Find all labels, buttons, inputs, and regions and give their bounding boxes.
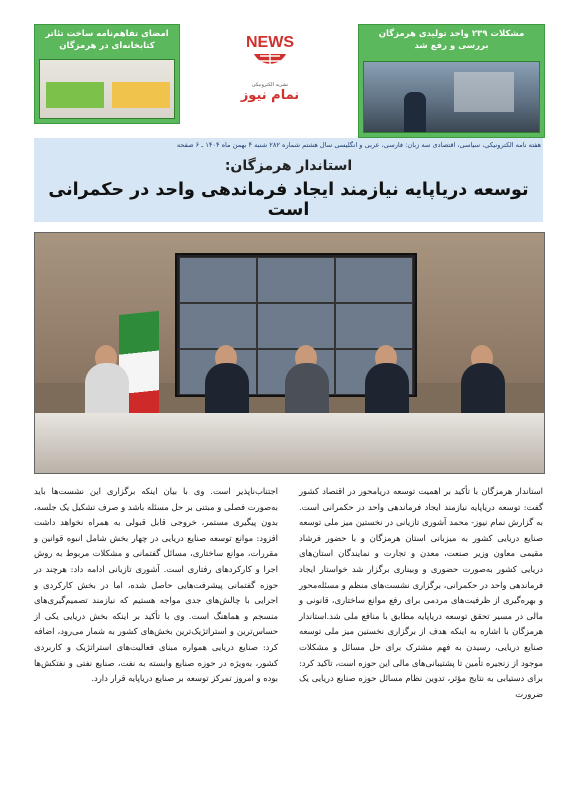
masthead-name: نمام نیوز — [240, 88, 300, 103]
headline-block — [34, 152, 543, 222]
shelf-shape — [112, 82, 170, 108]
main-photo — [34, 232, 545, 474]
right-teaser-box[interactable] — [358, 24, 545, 138]
article-column-right — [299, 484, 543, 774]
video-cell — [257, 257, 335, 303]
headline-kicker: استاندار هرمزگان: — [224, 158, 353, 174]
video-cell — [335, 257, 413, 303]
worker-shape — [404, 92, 426, 132]
left-teaser-box[interactable] — [34, 24, 180, 124]
globe-icon — [250, 52, 290, 78]
left-teaser-title: امضای تفاهم‌نامه ساخت تئاتر کتابخانه‌ای در هرمزگان — [45, 29, 169, 51]
article-text-right: استاندار هرمزگان با تأکید بر اهمیت توسعه دریامحور در اقتصاد کشور گفت: توسعه دریاپایه نیازمند ایجاد فرماندهی واحد در حکمرانی است. به گزارش نمام نیوز- محمد آشوری تازیانی در نخستین میز ملی توسعه صنایع دریایی کشور به میزبانی استان هرمزگان و با حضور فرشاد مقیمی معاون وزیر صنعت، معدن و تجارت و نمایندگان استان‌های دریایی کشور به‌صورت حضوری و وبیناری برگزار شد خواستار ایجاد فرماندهی واحد در حکمرانی، برگزاری نشست‌های منظم و مسئله‌محور و بهره‌گیری از ظرفیت‌های مردمی برای رفع موانع ساختاری، قانونی و مالی در مسیر تحقق توسعه دریاپایه مطابق با منافع ملی شد.استاندار هرمزگان با اشاره به اینکه هدف از برگزاری نخستین میز ملی توسعه صنایع دریایی، رسیدن به فهم مشترک برای حل مسائل و مشکلات موجود از زنجیره تأمین تا پشتیبانی‌های مالی این حوزه است، تاکید کرد: برای دستیابی به نتایج مؤثر، تدوین نظام مسائل حوزه صنایع دریایی یک ضرورت — [299, 486, 543, 699]
video-cell — [179, 303, 257, 349]
masthead-logo — [234, 34, 306, 103]
right-teaser-title: مشکلات ۲۳۹ واحد تولیدی هرمزگان بررسی و رفع شد — [378, 29, 525, 51]
article-column-left — [34, 484, 278, 774]
video-cell — [179, 257, 257, 303]
shelf-shape — [46, 82, 104, 108]
video-cell — [335, 303, 413, 349]
headline-title[interactable]: توسعه دریاپایه نیازمند ایجاد فرماندهی واحد در حکمرانی است — [48, 180, 529, 220]
factory-photo — [363, 61, 540, 133]
video-cell — [257, 303, 335, 349]
masthead-news: NEWS — [246, 34, 294, 51]
masthead-small: نشریه الکترونیکی — [251, 82, 289, 88]
article-text-left: اجتناب‌ناپذیر است. وی با بیان اینکه برگزاری این نشست‌ها باید به‌صورت فصلی و مبتنی بر حل مسئله باشد و صرف تشکیل یک جلسه، بدون پیگیری مستمر، خروجی قابل قبولی به همراه نخواهد داشت افزود: موانع توسعه صنایع دریایی در چهار بخش شامل انبوه قوانین و مقررات، موانع ساختاری، مسائل گفتمانی و مشکلات مربوط به روش اجرا و کارکردهای رفتاری است. آشوری تازیانی ادامه داد: هرچند در حوزه گفتمانی پیشرفت‌هایی حاصل شده، اما در بخش کارکردی و اجرایی با چالش‌های جدی مواجه هستیم که نیازمند تصمیم‌گیری‌های منسجم و هماهنگ است. وی با تأکید بر اینکه بخش دریایی یکی از حساس‌ترین و استراتژیک‌ترین بخش‌های کشور به شمار می‌رود، اضافه کرد: صنایع دریایی همواره مبنای فعالیت‌های استراتژیک و کاربردی کشور، به‌ویژه در حوزه صنایع وابسته به نفت، صنایع نفتی و نفتکش‌ها بوده و امروز تمرکز توسعه بر صنایع دریاپایه قرار دارد. — [34, 486, 278, 684]
machine-shape — [454, 72, 514, 112]
library-photo — [39, 59, 175, 119]
issue-info-strip: هفته نامه الکترونیکی، سیاسی، اقتصادی سه زبان: فارسی، عربی و انگلیسی سال هشتم شماره ۲۸۲ شنبه ۴ بهمن ماه ۱۴۰۴ ـ ۶ صفحه — [34, 138, 543, 152]
conference-table — [35, 413, 544, 473]
